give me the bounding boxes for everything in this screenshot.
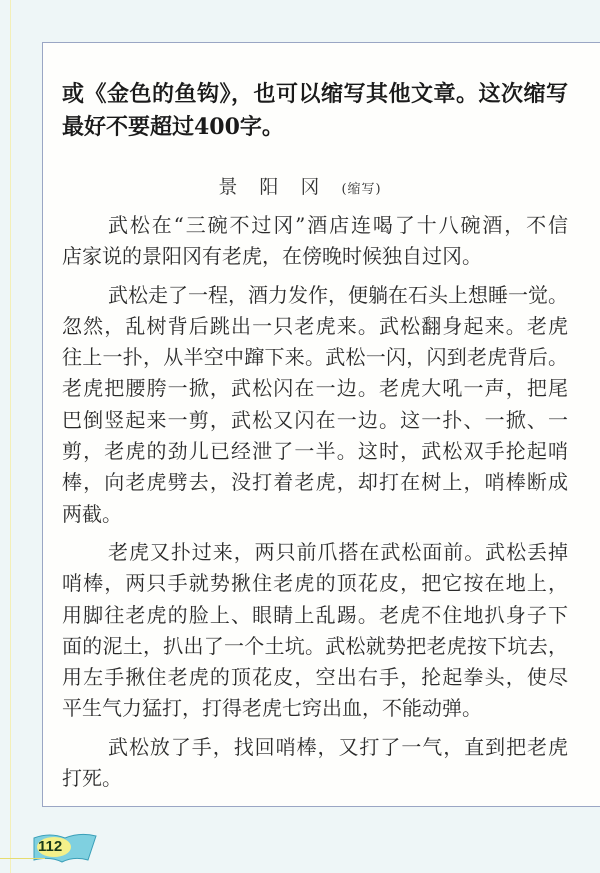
paragraph-line: 平生气力猛打，打得老虎七窍出血，不能动弹。 <box>62 696 482 721</box>
paragraph-line: 武松放了手，找回哨棒，又打了一气，直到把老虎 <box>108 734 568 759</box>
paragraph-line: 店家说的景阳冈有老虎，在傍晚时候独自过冈。 <box>62 244 482 269</box>
paragraph <box>62 280 568 530</box>
paragraph-line: 棒，向老虎劈去，没打着老虎，却打在树上，哨棒断成 <box>62 470 568 495</box>
paragraph-line: 面的泥土，扒出了一个土坑。武松就势把老虎按下坑去， <box>62 633 568 658</box>
paragraph-line: 老虎又扑过来，两只前爪搭在武松面前。武松丢掉 <box>108 539 568 564</box>
article-body <box>62 210 568 794</box>
intro-line: 最好不要超过400字。 <box>62 114 284 140</box>
paragraph-line: 往上一扑，从半空中蹿下来。武松一闪，闪到老虎背后。 <box>62 345 568 370</box>
paragraph-line: 用左手揪住老虎的顶花皮，空出右手，抡起拳头，使尽 <box>62 665 568 690</box>
paragraph-line: 剪，老虎的劲儿已经泄了一半。这时，武松双手抡起哨 <box>62 439 568 464</box>
paragraph-line: 用脚往老虎的脸上、眼睛上乱踢。老虎不住地扒身子下 <box>62 602 568 627</box>
title-note: (缩写) <box>341 182 382 197</box>
paragraph <box>62 210 568 273</box>
paragraph <box>62 732 568 795</box>
article-title <box>0 172 600 199</box>
paragraph-line: 巴倒竖起来一剪，武松又闪在一边。这一扑、一掀、一 <box>62 407 568 432</box>
margin-guide-line <box>10 0 11 873</box>
paragraph-line: 武松在“三碗不过冈”酒店连喝了十八碗酒，不信 <box>108 213 568 237</box>
paragraph-line: 武松走了一程，酒力发作，便躺在石头上想睡一觉。 <box>108 282 568 307</box>
page-number: 112 <box>38 838 63 855</box>
paragraph <box>62 537 568 725</box>
intro-text <box>62 78 568 144</box>
title-text: 景 阳 冈 <box>218 176 328 198</box>
paragraph-line: 忽然，乱树背后跳出一只老虎来。武松翻身起来。老虎 <box>62 313 568 338</box>
paragraph-line: 哨棒，两只手就势揪住老虎的顶花皮，把它按在地上， <box>62 571 568 596</box>
intro-line: 或《金色的鱼钩》，也可以缩写其他文章。这次缩写 <box>62 81 568 107</box>
paragraph-line: 两截。 <box>62 501 122 526</box>
paragraph-line: 老虎把腰胯一掀，武松闪在一边。老虎大吼一声，把尾 <box>62 376 568 401</box>
footer-line <box>0 858 45 859</box>
paragraph-line: 打死。 <box>62 766 122 791</box>
